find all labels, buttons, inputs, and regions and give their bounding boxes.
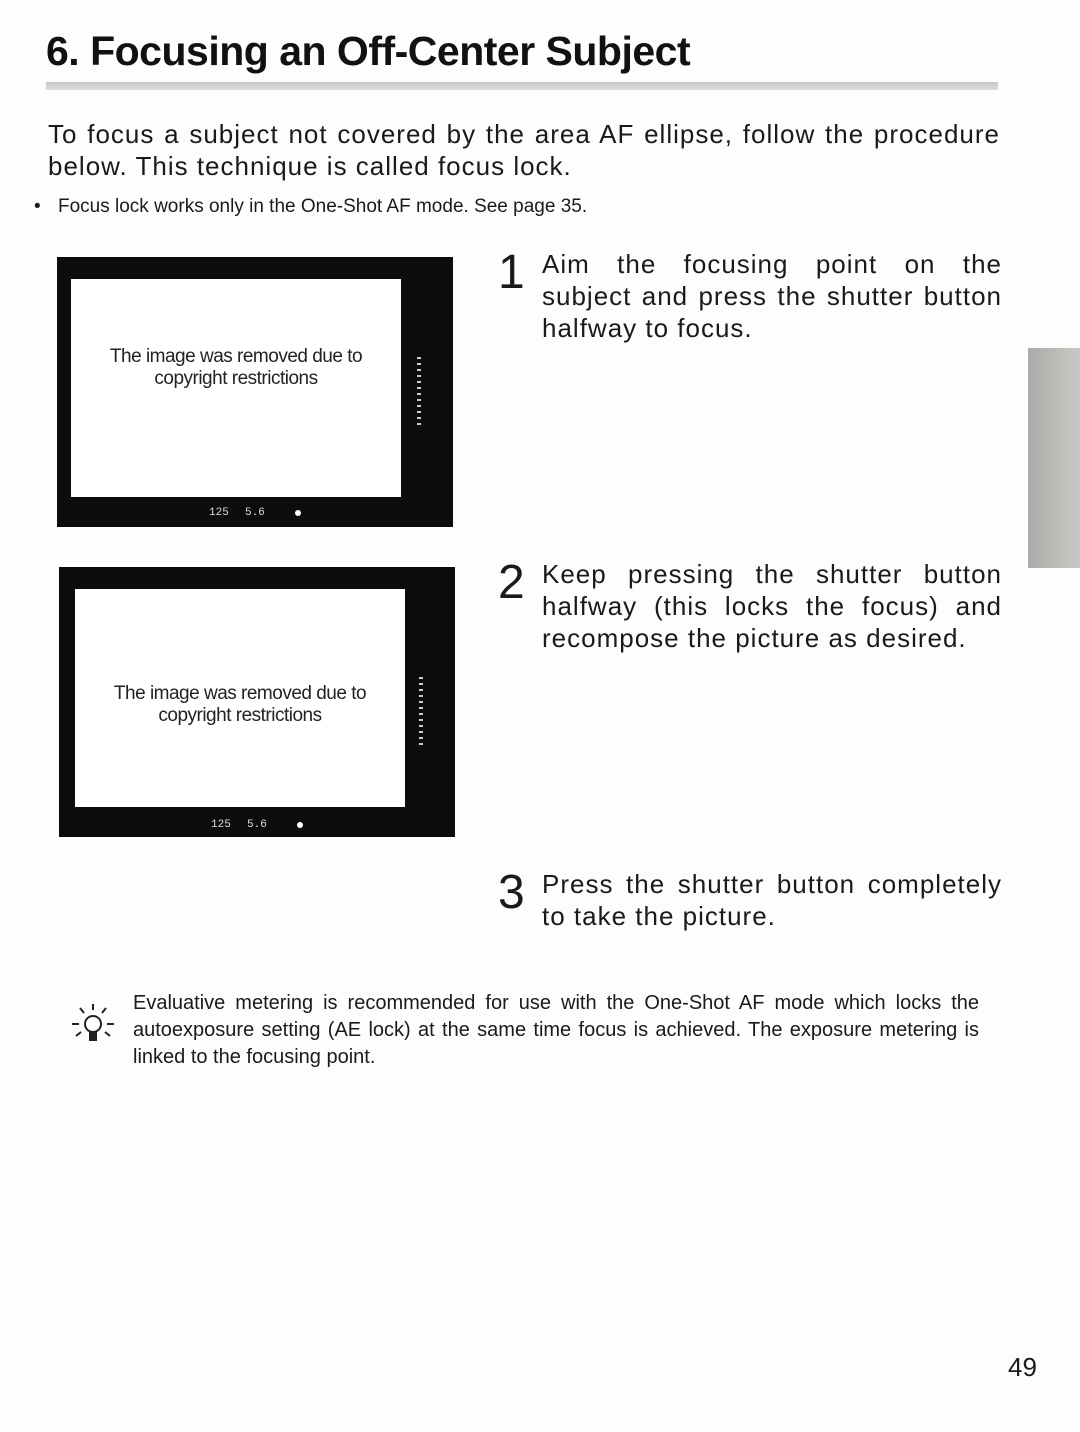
focus-confirm-icon bbox=[295, 510, 301, 516]
step-text: Press the shutter button completely to take the picture. bbox=[542, 869, 1002, 931]
shutter-speed: 125 bbox=[211, 819, 231, 831]
placeholder-line-1: The image was removed due to bbox=[113, 683, 367, 704]
image-placeholder bbox=[71, 279, 401, 497]
step-number: 3 bbox=[498, 866, 526, 919]
focus-confirm-icon bbox=[297, 822, 303, 828]
viewfinder-illustration-1 bbox=[57, 257, 453, 527]
chapter-tab bbox=[1028, 348, 1080, 568]
page-number: 49 bbox=[1008, 1352, 1037, 1382]
step-text: Keep pressing the shutter button halfway (this locks the focus) and recompose the picture as desired. bbox=[542, 559, 1002, 653]
exposure-scale-icon bbox=[417, 357, 421, 427]
step-number: 2 bbox=[498, 556, 526, 609]
shutter-speed: 125 bbox=[209, 507, 229, 519]
image-placeholder bbox=[75, 589, 405, 807]
step-text: Aim the focusing point on the subject and press the shutter button halfway to focus. bbox=[542, 249, 1002, 343]
placeholder-line-1: The image was removed due to bbox=[109, 346, 363, 367]
placeholder-line-2: copyright restrictions bbox=[158, 705, 322, 726]
page-title: 6. Focusing an Off-Center Subject bbox=[46, 28, 691, 74]
title-rule bbox=[46, 82, 998, 90]
viewfinder-illustration-2 bbox=[59, 567, 455, 837]
placeholder-line-2: copyright restrictions bbox=[154, 368, 318, 389]
bullet-icon: • bbox=[34, 196, 41, 217]
exposure-scale-icon bbox=[419, 677, 423, 747]
step-number: 1 bbox=[498, 246, 526, 299]
tip-text: Evaluative metering is recommended for use with the One-Shot AF mode which locks the autoexposure setting (AE lock) at the same time focus is achieved. The exposure metering is linked to the focusing point. bbox=[133, 992, 979, 1068]
intro-paragraph: To focus a subject not covered by the area AF ellipse, follow the procedure below. This technique is called focus lock. bbox=[48, 119, 1000, 181]
aperture: 5.6 bbox=[245, 507, 265, 519]
aperture: 5.6 bbox=[247, 819, 267, 831]
note-text: Focus lock works only in the One-Shot AF mode. See page 35. bbox=[58, 196, 588, 217]
note bbox=[34, 196, 587, 218]
lightbulb-icon bbox=[68, 1000, 118, 1050]
